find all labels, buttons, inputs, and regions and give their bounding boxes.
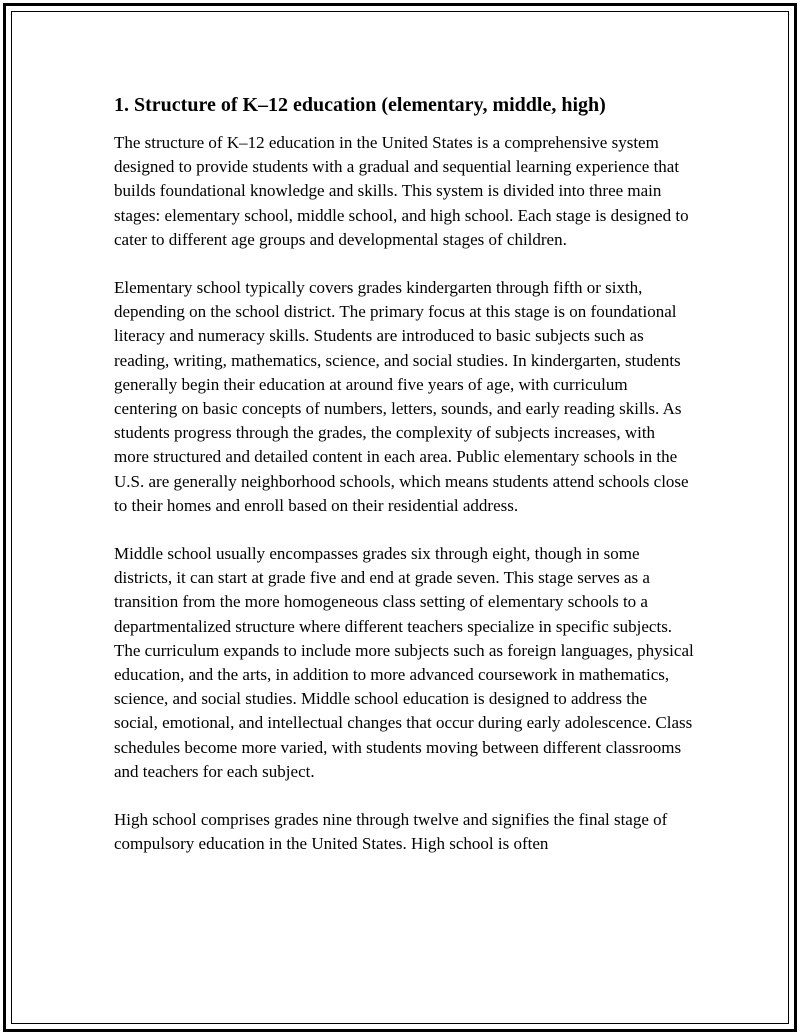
paragraph-middle: Middle school usually encompasses grades six through eight, though in some districts, it can start at grade five and end at grade seven. This stage serves as a transition from the more homogeneous class setting of elementary schools to a departmentalized structure where different teachers specialize in specific subjects. The curriculum expands to include more subjects such as foreign languages, physical education, and the arts, in addition to more advanced coursework in mathematics, science, and social studies. Middle school education is designed to address the social, emotional, and intellectual changes that occur during early adolescence. Class schedules become more varied, with students moving between different classrooms and teachers for each subject. (114, 544, 694, 781)
paragraph-elementary: Elementary school typically covers grades kindergarten through fifth or sixth, depending on the school district. The primary focus at this stage is on foundational literacy and numeracy skills. Students are introduced to basic subjects such as reading, writing, mathematics, science, and social studies. In kindergarten, students generally begin their education at around five years of age, with curriculum centering on basic concepts of numbers, letters, sounds, and early reading skills. As students progress through the grades, the complexity of subjects increases, with more structured and detailed content in each area. Public elementary schools in the U.S. are generally neighborhood schools, which means students attend schools close to their homes and enroll based on their residential address. (114, 278, 689, 515)
page-border (3, 3, 797, 1032)
document-body (114, 92, 694, 880)
paragraph-intro: The structure of K–12 education in the United States is a comprehensive system designed to provide students with a gradual and sequential learning experience that builds foundational knowledge and skills. This system is divided into three main stages: elementary school, middle school, and high school. Each stage is designed to cater to different age groups and developmental stages of children. (114, 133, 689, 249)
section-heading: 1. Structure of K–12 education (elementary, middle, high) (114, 94, 606, 116)
paragraph-high: High school comprises grades nine through twelve and signifies the final stage of compulsory education in the United States. High school is often (114, 810, 668, 854)
